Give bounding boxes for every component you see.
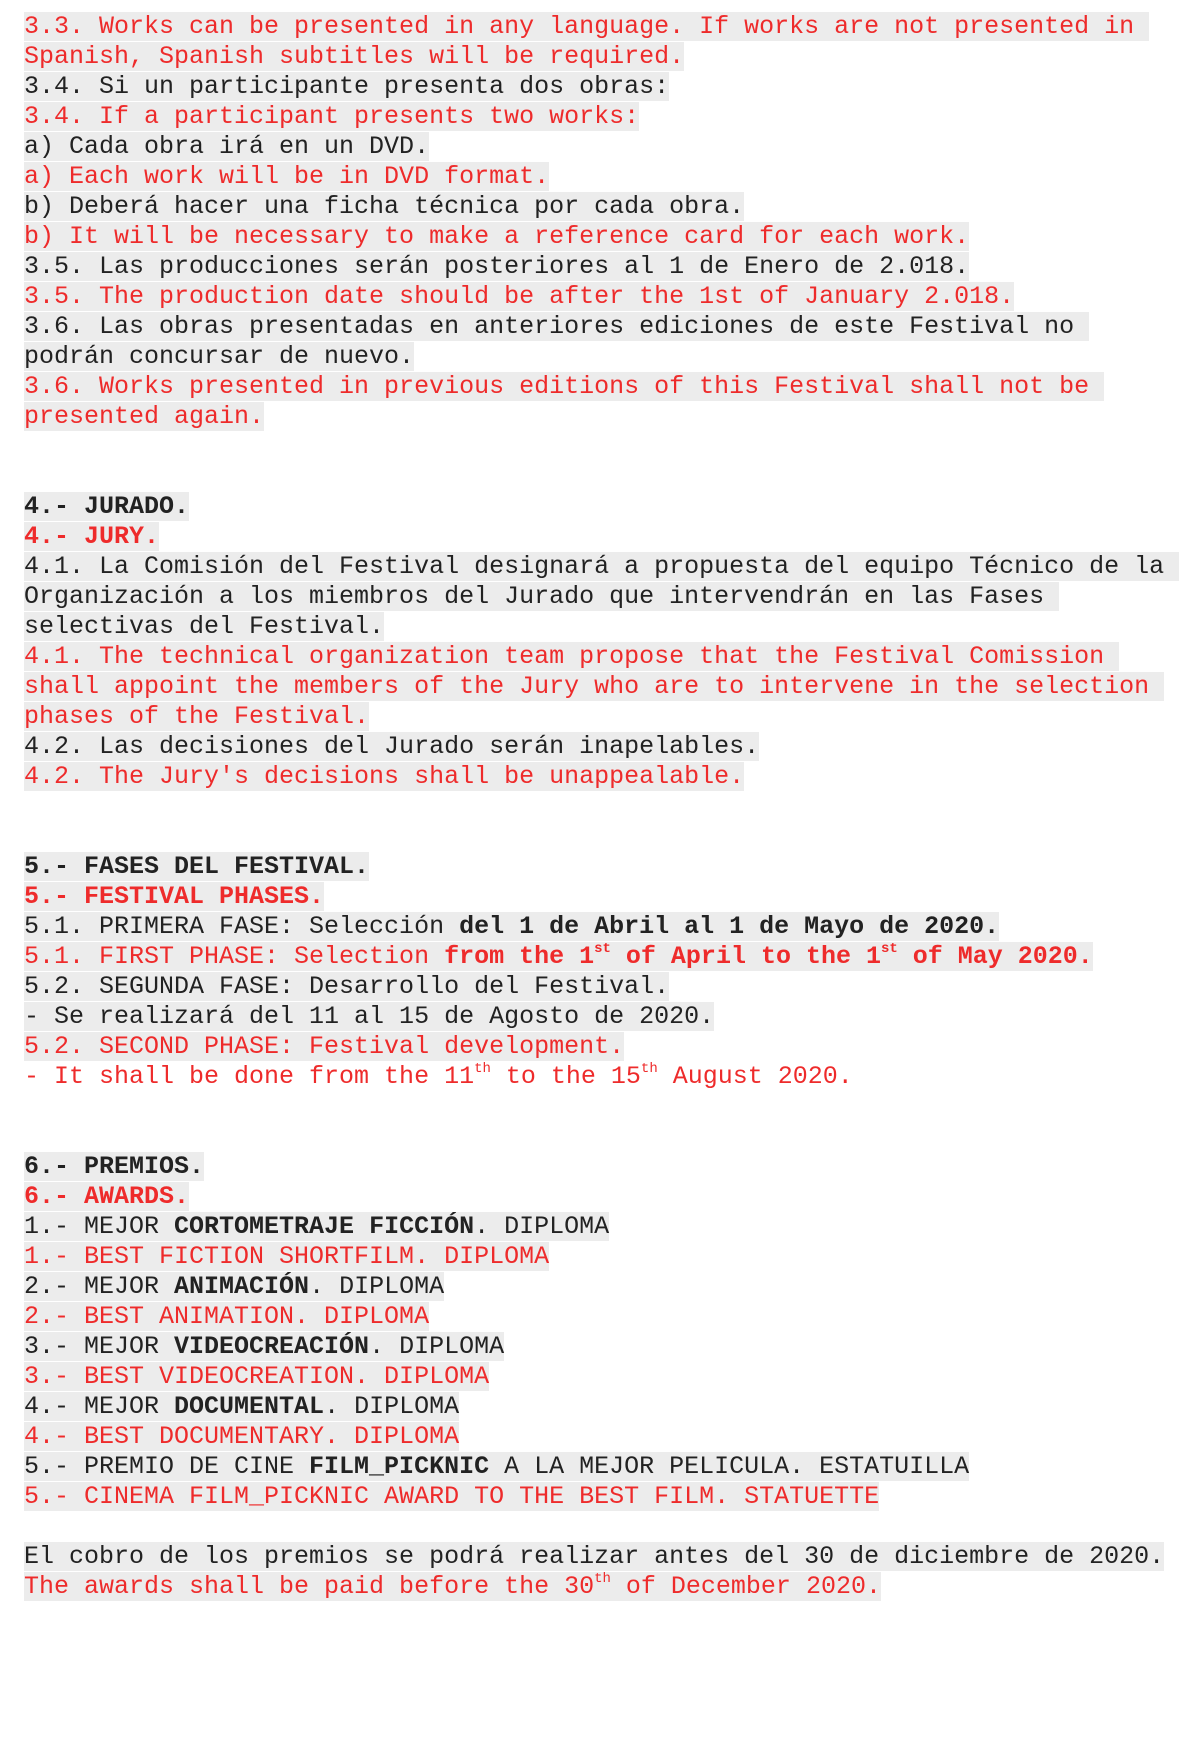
clause-3-4-a-en: a) Each work will be in DVD format.: [24, 162, 550, 191]
clause-3-4-es: 3.4. Si un participante presenta dos obras:: [24, 72, 670, 101]
clause-3-4-en: 3.4. If a participant presents two works:: [24, 102, 640, 131]
payment-note-en: The awards shall be paid before the 30th of December 2020.: [24, 1571, 881, 1601]
award-2-es: 2.- MEJOR ANIMACIÓN. DIPLOMA: [24, 1272, 445, 1301]
clause-3-3-en: 3.3. Works can be presented in any language. If works are not presented in Spanish, Spanish subtitles will be required.: [24, 12, 1150, 71]
document-page: [24, 12, 1180, 1602]
award-3-en: 3.- BEST VIDEOCREATION. DIPLOMA: [24, 1362, 490, 1391]
clause-4-1-es: 4.1. La Comisión del Festival designará a propuesta del equipo Técnico de la Organización a los miembros del Jurado que intervendrán en las Fases selectivas del Festival.: [24, 552, 1180, 641]
award-5-en: 5.- CINEMA FILM_PICKNIC AWARD TO THE BEST FILM. STATUETTE: [24, 1482, 880, 1511]
clause-4-2-es: 4.2. Las decisiones del Jurado serán inapelables.: [24, 732, 760, 761]
clause-4-1-en: 4.1. The technical organization team propose that the Festival Comission shall appoint the members of the Jury who are to intervene in the selection phases of the Festival.: [24, 642, 1165, 731]
payment-note-es: El cobro de los premios se podrá realizar antes del 30 de diciembre de 2020.: [24, 1542, 1165, 1571]
section-6-heading-en: 6.- AWARDS.: [24, 1182, 190, 1211]
phase-2-es: 5.2. SEGUNDA FASE: Desarrollo del Festival.: [24, 972, 670, 1001]
section-4-heading-es: 4.- JURADO.: [24, 492, 190, 521]
clause-3-5-en: 3.5. The production date should be after the 1st of January 2.018.: [24, 282, 1015, 311]
section-5-heading-es: 5.- FASES DEL FESTIVAL.: [24, 852, 370, 881]
award-5-es: 5.- PREMIO DE CINE FILM_PICKNIC A LA MEJOR PELICULA. ESTATUILLA: [24, 1452, 970, 1481]
award-3-es: 3.- MEJOR VIDEOCREACIÓN. DIPLOMA: [24, 1332, 505, 1361]
phase-1-en: 5.1. FIRST PHASE: Selection from the 1st of April to the 1st of May 2020.: [24, 941, 1093, 971]
award-4-es: 4.- MEJOR DOCUMENTAL. DIPLOMA: [24, 1392, 460, 1421]
section-4-heading-en: 4.- JURY.: [24, 522, 160, 551]
section-5-heading-en: 5.- FESTIVAL PHASES.: [24, 882, 325, 911]
phase-2-date-es: - Se realizará del 11 al 15 de Agosto de 2020.: [24, 1002, 715, 1031]
section-6-heading-es: 6.- PREMIOS.: [24, 1152, 205, 1181]
clause-3-6-en: 3.6. Works presented in previous editions of this Festival shall not be presented again.: [24, 372, 1105, 431]
phase-2-date-en: - It shall be done from the 11th to the 15th August 2020.: [24, 1061, 853, 1091]
phase-1-es: 5.1. PRIMERA FASE: Selección del 1 de Abril al 1 de Mayo de 2020.: [24, 912, 1000, 941]
phase-2-en: 5.2. SECOND PHASE: Festival development.: [24, 1032, 625, 1061]
clause-3-4-a-es: a) Cada obra irá en un DVD.: [24, 132, 430, 161]
clause-3-4-b-en: b) It will be necessary to make a reference card for each work.: [24, 222, 970, 251]
clause-4-2-en: 4.2. The Jury's decisions shall be unappealable.: [24, 762, 745, 791]
clause-3-4-b-es: b) Deberá hacer una ficha técnica por cada obra.: [24, 192, 745, 221]
clause-3-5-es: 3.5. Las producciones serán posteriores al 1 de Enero de 2.018.: [24, 252, 970, 281]
award-2-en: 2.- BEST ANIMATION. DIPLOMA: [24, 1302, 430, 1331]
clause-3-6-es: 3.6. Las obras presentadas en anteriores ediciones de este Festival no podrán concursar de nuevo.: [24, 312, 1090, 371]
award-1-es: 1.- MEJOR CORTOMETRAJE FICCIÓN. DIPLOMA: [24, 1212, 610, 1241]
award-1-en: 1.- BEST FICTION SHORTFILM. DIPLOMA: [24, 1242, 550, 1271]
award-4-en: 4.- BEST DOCUMENTARY. DIPLOMA: [24, 1422, 460, 1451]
